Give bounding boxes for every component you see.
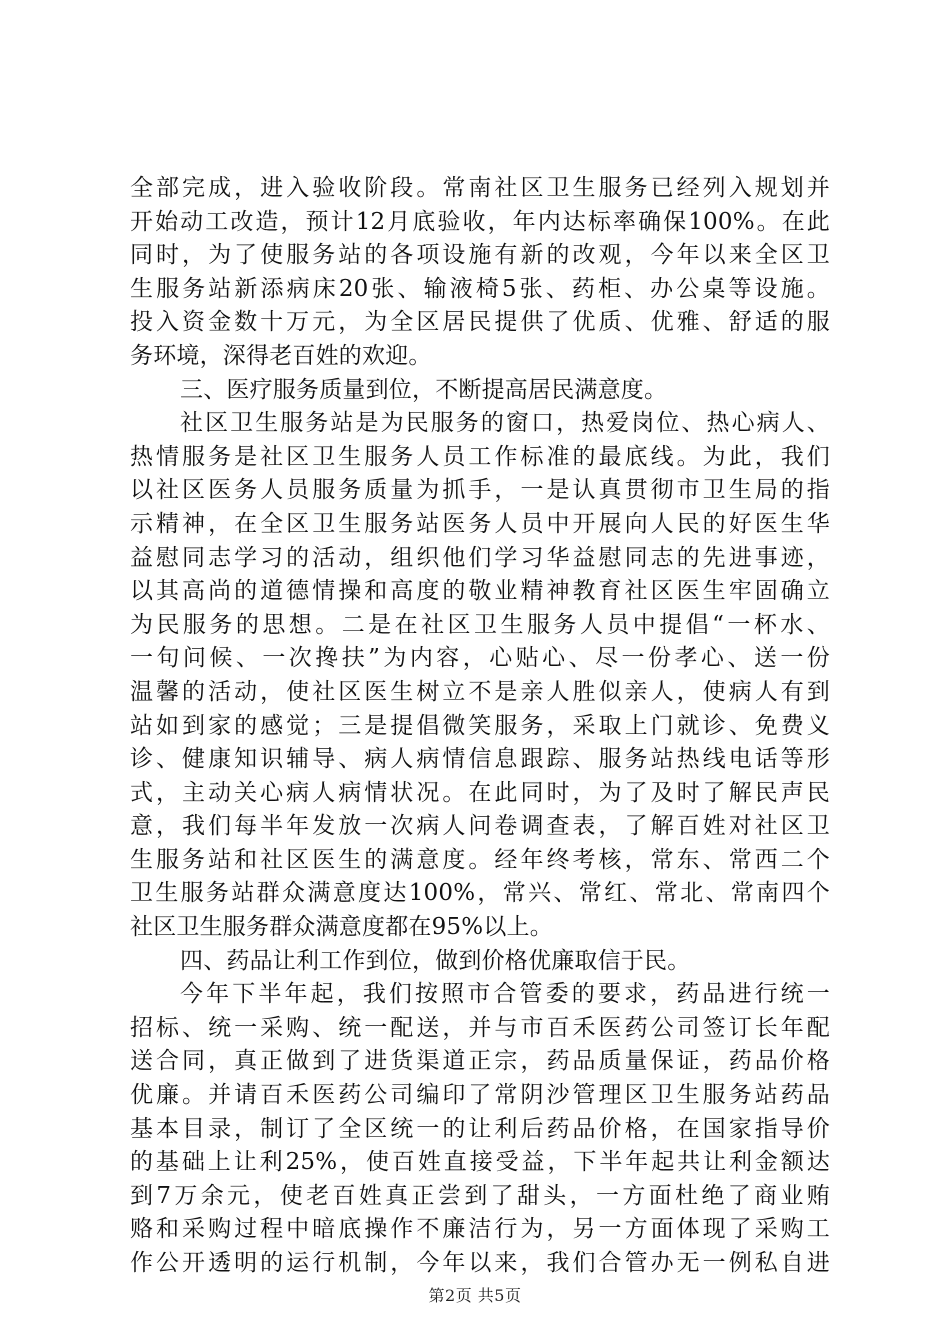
paragraph-line: 送合同，真正做到了进货渠道正宗，药品质量保证，药品价格 (130, 1048, 830, 1075)
paragraph-line: 一句问候、一次搀扶”为内容，心贴心、尽一份孝心、送一份 (130, 645, 830, 672)
paragraph-line: 为民服务的思想。二是在社区卫生服务人员中提倡“一杯水、 (130, 611, 830, 638)
paragraph-line: 生服务站和社区医生的满意度。经年终考核，常东、常西二个 (130, 846, 830, 873)
page-footer: 第2页 共5页 (428, 1286, 522, 1305)
paragraph-line: 作公开透明的运行机制，今年以来，我们合管办无一例私自进 (130, 1250, 830, 1276)
paragraph-line: 益慰同志学习的活动，组织他们学习华益慰同志的先进事迹， (130, 544, 830, 571)
paragraph-line: 温馨的活动，使社区医生树立不是亲人胜似亲人，使病人有到 (130, 678, 830, 705)
paragraph-first-line: 社区卫生服务站是为民服务的窗口，热爱岗位、热心病人、 (180, 410, 830, 437)
paragraph-line: 投入资金数十万元，为全区居民提供了优质、优雅、舒适的服 (130, 309, 830, 336)
paragraph-line: 站如到家的感觉；三是提倡微笑服务，采取上门就诊、免费义 (130, 712, 830, 739)
paragraph-line: 热情服务是社区卫生服务人员工作标准的最底线。为此，我们 (130, 443, 830, 470)
paragraph-line: 赂和采购过程中暗底操作不廉洁行为，另一方面体现了采购工 (130, 1216, 830, 1243)
paragraph-line: 生服务站新添病床20张、输液椅5张、药柜、办公桌等设施。 (130, 275, 830, 302)
paragraph-line: 诊、健康知识辅导、病人病情信息跟踪、服务站热线电话等形 (130, 746, 830, 773)
paragraph-line: 同时，为了使服务站的各项设施有新的改观，今年以来全区卫 (130, 242, 830, 269)
paragraph-line: 务环境，深得老百姓的欢迎。 (130, 342, 432, 369)
paragraph-line: 社区卫生服务群众满意度都在95%以上。 (130, 914, 553, 941)
paragraph-line: 基本目录，制订了全区统一的让利后药品价格，在国家指导价 (130, 1115, 830, 1142)
paragraph-line: 式，主动关心病人病情状况。在此同时，为了及时了解民声民 (130, 779, 830, 806)
document-body (130, 172, 830, 1281)
paragraph-line: 的基础上让利25%，使百姓直接受益，下半年起共让利金额达 (130, 1149, 830, 1176)
paragraph-line: 示精神，在全区卫生服务站医务人员中开展向人民的好医生华 (130, 510, 830, 537)
paragraph-line: 到7万余元，使老百姓真正尝到了甜头，一方面杜绝了商业贿 (130, 1182, 830, 1209)
paragraph-line: 招标、统一采购、统一配送，并与市百禾医药公司签订长年配 (130, 1014, 830, 1041)
paragraph-line: 优廉。并请百禾医药公司编印了常阴沙管理区卫生服务站药品 (130, 1082, 830, 1109)
paragraph-first-line: 全部完成，进入验收阶段。常南社区卫生服务已经列入规划并 (130, 175, 830, 201)
paragraph-line: 开始动工改造，预计12月底验收，年内达标率确保100%。在此 (130, 208, 830, 235)
paragraph-line: 卫生服务站群众满意度达100%，常兴、常红、常北、常南四个 (130, 880, 830, 907)
paragraph-line: 意，我们每半年发放一次病人问卷调查表，了解百姓对社区卫 (130, 813, 830, 840)
paragraph-first-line: 四、药品让利工作到位，做到价格优廉取信于民。 (180, 947, 691, 974)
paragraph-first-line: 三、医疗服务质量到位，不断提高居民满意度。 (180, 376, 668, 403)
paragraph-line: 以其高尚的道德情操和高度的敬业精神教育社区医生牢固确立 (130, 578, 830, 605)
paragraph-first-line: 今年下半年起，我们按照市合管委的要求，药品进行统一 (180, 981, 830, 1008)
paragraph-line: 以社区医务人员服务质量为抓手，一是认真贯彻市卫生局的指 (130, 477, 830, 504)
